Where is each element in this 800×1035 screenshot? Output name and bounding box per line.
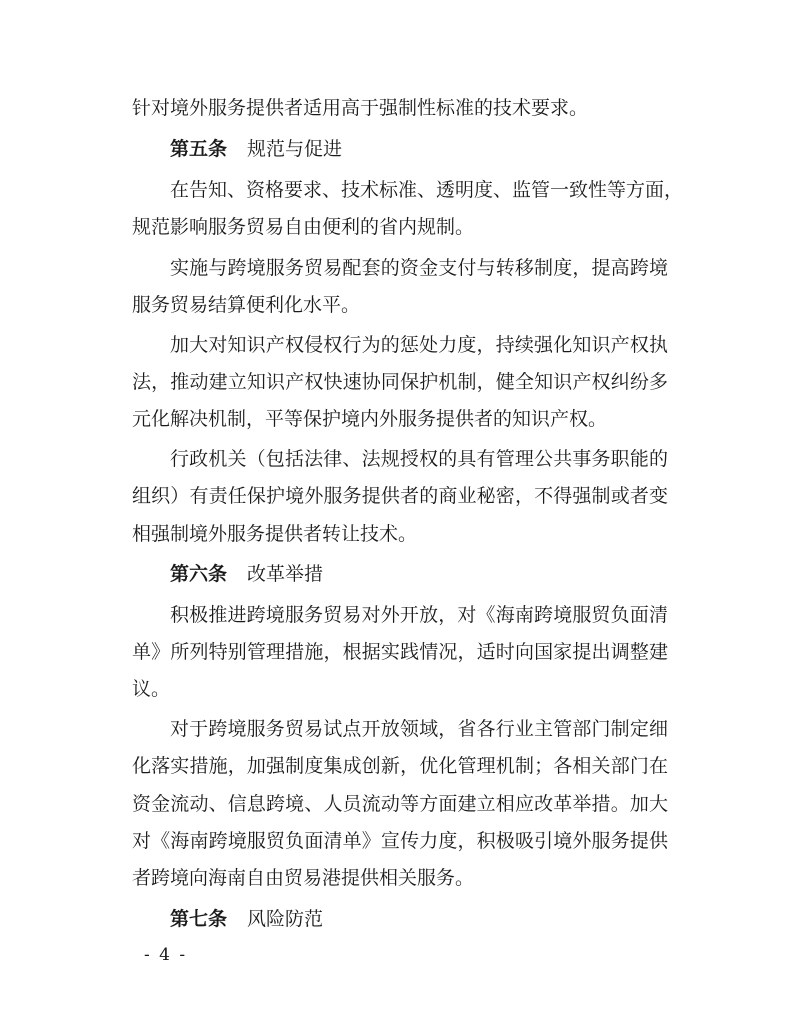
article-title: 改革举措: [247, 563, 324, 585]
article-title: 风险防范: [247, 908, 324, 930]
text-line: 规范影响服务贸易自由便利的省内规制。: [132, 216, 475, 238]
text-line: 议。: [132, 678, 171, 700]
text-line: 加大对知识产权侵权行为的惩处力度，持续强化知识产权执: [170, 334, 668, 356]
article-heading-7: [170, 907, 323, 931]
page-number: - 4 -: [144, 945, 188, 965]
text-line: 对于跨境服务贸易试点开放领域，省各行业主管部门制定细: [170, 718, 668, 740]
text-line: 针对境外服务提供者适用高于强制性标准的技术要求。: [132, 97, 589, 119]
article-title: 规范与促进: [247, 138, 343, 160]
text-line: 在告知、资格要求、技术标准、透明度、监管一致性等方面，: [170, 179, 684, 201]
text-line: 积极推进跨境服务贸易对外开放，对《海南跨境服贸负面清: [170, 604, 668, 626]
article-heading-5: [170, 137, 342, 161]
text-line: 法，推动建立知识产权快速协同保护机制，健全知识产权纠纷多: [132, 371, 668, 393]
text-line: 对《海南跨境服贸负面清单》宣传力度，积极吸引境外服务提供: [132, 830, 668, 852]
text-line: 单》所列特别管理措施，根据实践情况，适时向国家提出调整建: [132, 641, 668, 663]
article-number: 第五条: [170, 138, 228, 160]
text-line: 相强制境外服务提供者转让技术。: [132, 523, 418, 545]
text-line: 服务贸易结算便利化水平。: [132, 294, 361, 316]
text-line: 实施与跨境服务贸易配套的资金支付与转移制度，提高跨境: [170, 257, 668, 279]
article-number: 第六条: [170, 563, 228, 585]
text-line: 者跨境向海南自由贸易港提供相关服务。: [132, 867, 475, 889]
text-line: 组织）有责任保护境外服务提供者的商业秘密，不得强制或者变: [132, 485, 668, 507]
text-line: 元化解决机制，平等保护境内外服务提供者的知识产权。: [132, 408, 608, 430]
text-line: 行政机关（包括法律、法规授权的具有管理公共事务职能的: [170, 448, 668, 470]
text-line: 资金流动、信息跨境、人员流动等方面建立相应改革举措。加大: [132, 793, 668, 815]
article-number: 第七条: [170, 908, 228, 930]
article-heading-6: [170, 562, 323, 586]
text-line: 化落实措施，加强制度集成创新，优化管理机制；各相关部门在: [132, 755, 668, 777]
